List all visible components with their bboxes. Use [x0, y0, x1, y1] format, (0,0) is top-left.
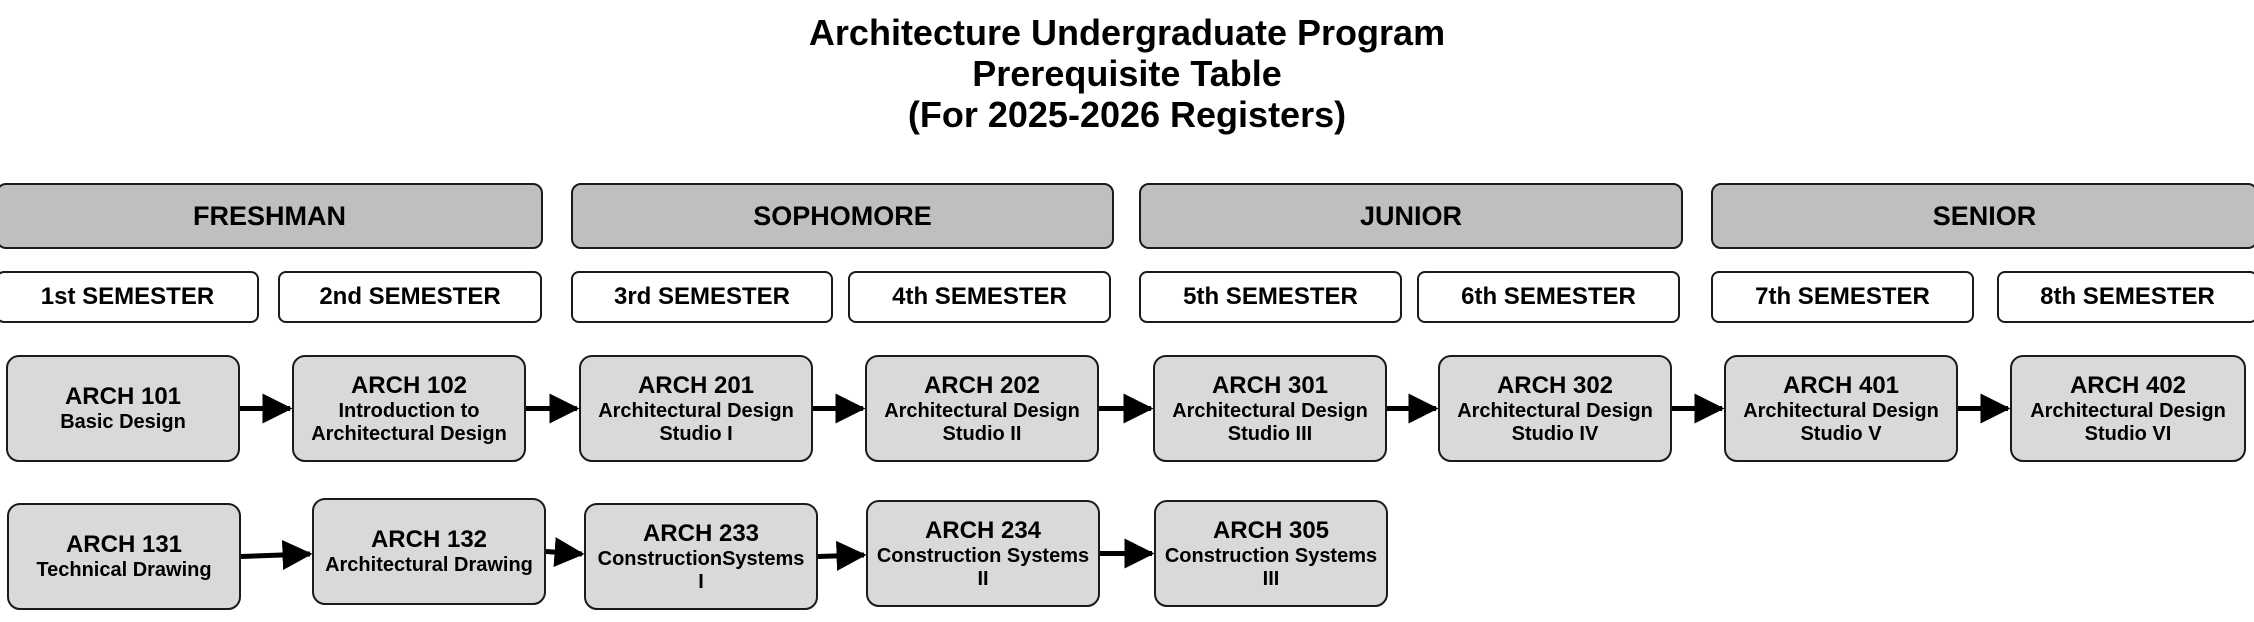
title-line-3: (For 2025-2026 Registers)	[907, 94, 1347, 135]
course-title: ConstructionSystems	[597, 547, 805, 570]
title-line-2: Prerequisite Table	[972, 53, 1282, 94]
course-title: Studio III	[1227, 422, 1313, 445]
course-title: Architectural Design	[884, 399, 1080, 422]
course-title: I	[698, 570, 704, 593]
course-code: ARCH 132	[370, 526, 488, 553]
course-code: ARCH 305	[1212, 516, 1330, 544]
semester-header-5: 5th SEMESTER	[1139, 271, 1402, 323]
semester-header-3: 3rd SEMESTER	[571, 271, 833, 323]
arrow-arch132-to-arch233	[546, 552, 582, 555]
semester-header-1: 1st SEMESTER	[0, 271, 259, 323]
course-title: Architectural Design	[2030, 399, 2226, 422]
course-code: ARCH 301	[1211, 371, 1329, 399]
course-code: ARCH 131	[65, 531, 183, 558]
course-title: Architectural Drawing	[325, 554, 533, 576]
course-title: III	[1262, 567, 1280, 590]
course-code: ARCH 202	[923, 371, 1041, 399]
semester-header-8: 8th SEMESTER	[1997, 271, 2254, 323]
semester-header-7: 7th SEMESTER	[1711, 271, 1974, 323]
year-header-sophomore: SOPHOMORE	[571, 183, 1114, 249]
course-title: Studio VI	[2084, 422, 2172, 445]
course-title: Construction Systems	[1164, 544, 1378, 567]
course-code: ARCH 101	[64, 383, 182, 410]
course-title: Studio V	[1800, 422, 1882, 445]
course-code: ARCH 234	[924, 516, 1042, 544]
course-title: Architectural Design	[1743, 399, 1939, 422]
year-header-freshman: FRESHMAN	[0, 183, 543, 249]
title-line-1: Architecture Undergraduate Program	[808, 12, 1446, 53]
course-title: Architectural Design	[1457, 399, 1653, 422]
course-title: Architectural Design	[311, 422, 507, 445]
course-title: Basic Design	[60, 411, 186, 433]
course-title: Studio I	[659, 422, 733, 445]
semester-header-6: 6th SEMESTER	[1417, 271, 1680, 323]
course-title: Studio II	[942, 422, 1022, 445]
course-code: ARCH 402	[2069, 371, 2187, 399]
year-header-senior: SENIOR	[1711, 183, 2254, 249]
course-code: ARCH 102	[350, 371, 468, 399]
course-title: Studio IV	[1511, 422, 1599, 445]
semester-header-2: 2nd SEMESTER	[278, 271, 542, 323]
course-title: Architectural Design	[598, 399, 794, 422]
year-header-junior: JUNIOR	[1139, 183, 1683, 249]
course-title: Construction Systems	[876, 544, 1090, 567]
arrow-arch233-to-arch234	[818, 555, 864, 557]
course-code: ARCH 201	[637, 371, 755, 399]
course-title: II	[977, 567, 989, 590]
course-title: Technical Drawing	[36, 559, 212, 581]
semester-header-4: 4th SEMESTER	[848, 271, 1111, 323]
course-code: ARCH 302	[1496, 371, 1614, 399]
course-code: ARCH 233	[642, 519, 760, 547]
arrow-arch131-to-arch132	[241, 554, 310, 557]
course-title: Architectural Design	[1172, 399, 1368, 422]
course-title: Introduction to	[338, 399, 480, 422]
course-code: ARCH 401	[1782, 371, 1900, 399]
